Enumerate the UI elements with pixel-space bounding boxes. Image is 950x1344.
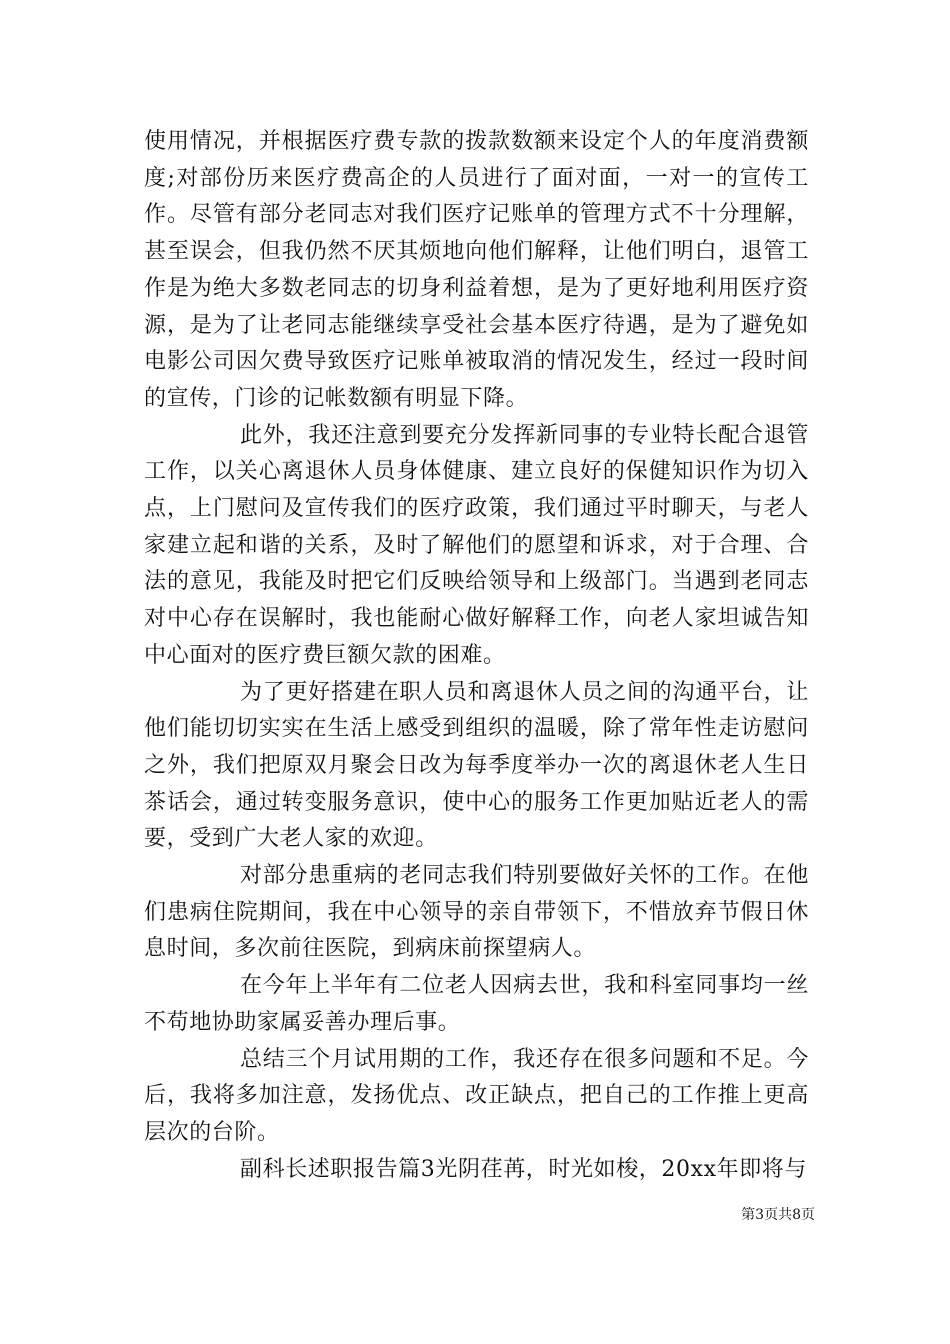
paragraph-7: 副科长述职报告篇3光阴荏苒，时光如梭，20xx年即将与 [240,1156,808,1182]
paragraph-5: 在今年上半年有二位老人因病去世，我和科室同事均一丝不苟地协助家属妥善办理后事。 [144,973,809,1035]
paragraph-6: 总结三个月试用期的工作，我还存在很多问题和不足。今后，我将多加注意，发扬优点、改正缺点，把自己的工作推上更高层次的台阶。 [144,1046,809,1145]
document-body [144,124,809,1188]
paragraph-4: 对部分患重病的老同志我们特别要做好关怀的工作。在他们患病住院期间，我在中心领导的亲自带领下，不惜放弃节假日休息时间，多次前往医院，到病床前探望病人。 [144,863,809,962]
paragraph-1: 使用情况，并根据医疗费专款的拨款数额来设定个人的年度消费额度;对部份历来医疗费高企的人员进行了面对面，一对一的宣传工作。尽管有部分老同志对我们医疗记账单的管理方式不十分理解，甚至误会，但我仍然不厌其烦地向他们解释，让他们明白，退管工作是为绝大多数老同志的切身利益着想，是为了更好地利用医疗资源，是为了让老同志能继续享受社会基本医疗待遇，是为了避免如电影公司因欠费导致医疗记账单被取消的情况发生，经过一段时间的宣传，门诊的记帐数额有明显下降。 [144,129,809,411]
paragraph-2: 此外，我还注意到要充分发挥新同事的专业特长配合退管工作，以关心离退休人员身体健康、建立良好的保健知识作为切入点，上门慰问及宣传我们的医疗政策，我们通过平时聊天，与老人家建立起和谐的关系，及时了解他们的愿望和诉求，对于合理、合法的意见，我能及时把它们反映给领导和上级部门。当遇到老同志对中心存在误解时，我也能耐心做好解释工作，向老人家坦诚告知中心面对的医疗费巨额欠款的困难。 [144,422,809,668]
paragraph-3: 为了更好搭建在职人员和离退休人员之间的沟通平台，让他们能切切实实在生活上感受到组织的温暖，除了常年性走访慰问之外，我们把原双月聚会日改为每季度举办一次的离退休老人生日茶话会，通过转变服务意识，使中心的服务工作更加贴近老人的需要，受到广大老人家的欢迎。 [144,679,809,852]
page-number-footer: 第3页共8页 [741,1207,815,1223]
